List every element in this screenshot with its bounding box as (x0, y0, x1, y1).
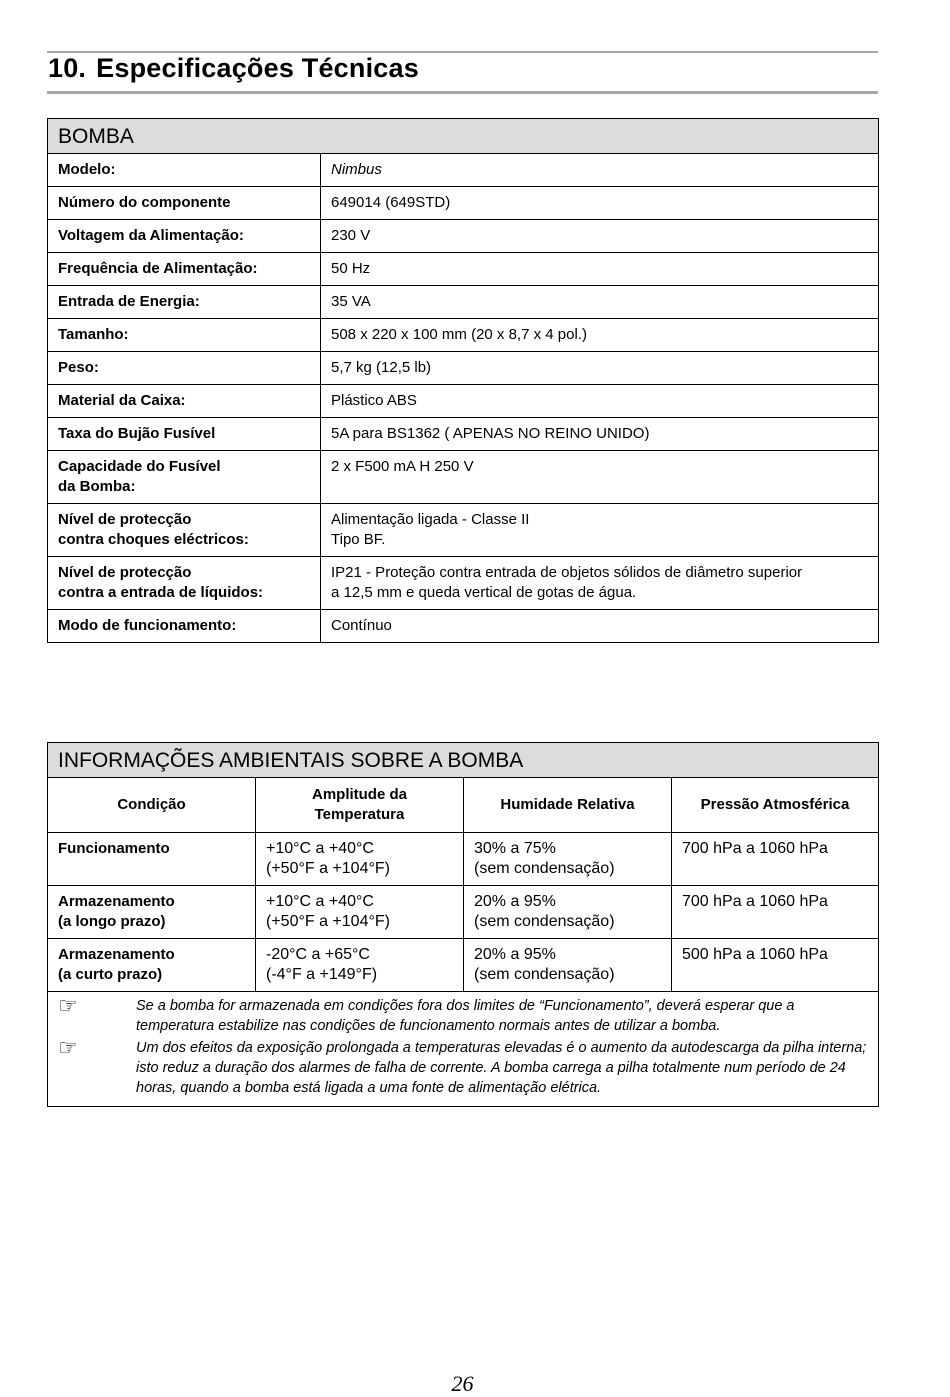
table-row (48, 385, 879, 418)
temperature-cell (256, 939, 464, 992)
column-header-line: Amplitude da (311, 786, 407, 803)
humidity-cell (464, 939, 672, 992)
page-number: 26 (451, 1371, 474, 1396)
table-row (48, 253, 879, 286)
table-row (48, 451, 879, 504)
table-row (48, 352, 879, 385)
pump-spec-table (47, 118, 879, 643)
humidity-line: 20% a 95% (474, 946, 556, 963)
spec-value (321, 557, 879, 610)
temperature-line: +10°C a +40°C (266, 893, 374, 910)
spec-value: 649014 (649STD) (321, 187, 879, 220)
page-heading (48, 53, 419, 84)
spec-label-line: Nível de protecção (58, 511, 192, 528)
column-header-humidity: Humidade Relativa (464, 778, 672, 833)
pressure-cell: 700 hPa a 1060 hPa (672, 886, 879, 939)
table-row (48, 886, 879, 939)
table-row (48, 557, 879, 610)
table-row (48, 220, 879, 253)
spec-value (321, 504, 879, 557)
temperature-line: (-4°F a +149°F) (266, 966, 378, 983)
temperature-line: (+50°F a +104°F) (266, 860, 390, 877)
spec-label: Material da Caixa: (48, 385, 321, 418)
column-header-temperature (256, 778, 464, 833)
condition-cell (48, 833, 256, 886)
spec-label: Peso: (48, 352, 321, 385)
spec-label-line: da Bomba: (58, 478, 136, 495)
spec-value: 5A para BS1362 ( APENAS NO REINO UNIDO) (321, 418, 879, 451)
spec-value: 50 Hz (321, 253, 879, 286)
table-row (48, 939, 879, 992)
spec-label-line: Capacidade do Fusível (58, 458, 221, 475)
temperature-line: (+50°F a +104°F) (266, 913, 390, 930)
spec-label: Tamanho: (48, 319, 321, 352)
column-header-pressure: Pressão Atmosférica (672, 778, 879, 833)
humidity-line: 30% a 75% (474, 840, 556, 857)
spec-label: Modo de funcionamento: (48, 610, 321, 643)
humidity-line: (sem condensação) (474, 913, 615, 930)
pointing-hand-icon: ☞ (58, 1035, 78, 1060)
note-text: Um dos efeitos da exposição prolongada a temperaturas elevadas é o aumento da autodescarga da pilha interna; isto reduz a duração dos alarmes de falha de corrente. A bomba carrega a pilha totalmente num período de 24 horas, quando a bomba está ligada a uma fonte de alimentação elétrica. (136, 1040, 867, 1096)
note-text: Se a bomba for armazenada em condições fora dos limites de “Funcionamento”, deverá esperar que a temperatura estabilize nas condições de funcionamento normais antes de utilizar a bomba. (136, 998, 795, 1034)
spec-value: 2 x F500 mA H 250 V (321, 451, 879, 504)
spec-value: Contínuo (321, 610, 879, 643)
condition-cell (48, 939, 256, 992)
pressure-cell: 500 hPa a 1060 hPa (672, 939, 879, 992)
spec-value: Nimbus (321, 154, 879, 187)
heading-underline (47, 91, 878, 94)
temperature-cell (256, 833, 464, 886)
note (56, 993, 870, 1036)
table-row (48, 187, 879, 220)
spec-value: Plástico ABS (321, 385, 879, 418)
table-row (48, 833, 879, 886)
notes-cell (48, 992, 879, 1107)
condition-line: Funcionamento (58, 840, 170, 857)
spec-value-line: Alimentação ligada - Classe II (331, 511, 530, 528)
notes-row (48, 992, 879, 1107)
table-row (48, 154, 879, 187)
spec-label-line: contra a entrada de líquidos: (58, 584, 264, 601)
condition-line: Armazenamento (58, 946, 175, 963)
temperature-cell (256, 886, 464, 939)
pump-table-title: BOMBA (48, 119, 879, 154)
table-row (48, 319, 879, 352)
table-row (48, 286, 879, 319)
humidity-cell (464, 833, 672, 886)
spec-value: 35 VA (321, 286, 879, 319)
section-number: 10. (48, 53, 87, 83)
spec-value-line: a 12,5 mm e queda vertical de gotas de água. (331, 584, 637, 601)
pressure-cell: 700 hPa a 1060 hPa (672, 833, 879, 886)
env-table-title: INFORMAÇÕES AMBIENTAIS SOBRE A BOMBA (48, 743, 879, 778)
table-header-row (48, 778, 879, 833)
spec-label-line: Nível de protecção (58, 564, 192, 581)
spec-value-line: Tipo BF. (331, 531, 386, 548)
column-header-line: Temperatura (314, 806, 405, 823)
humidity-line: 20% a 95% (474, 893, 556, 910)
humidity-line: (sem condensação) (474, 966, 615, 983)
spec-label: Frequência de Alimentação: (48, 253, 321, 286)
humidity-line: (sem condensação) (474, 860, 615, 877)
spec-value: 508 x 220 x 100 mm (20 x 8,7 x 4 pol.) (321, 319, 879, 352)
spec-value-line: IP21 - Proteção contra entrada de objetos sólidos de diâmetro superior (331, 564, 803, 581)
environment-table (47, 742, 879, 1107)
table-row (48, 504, 879, 557)
table-row (48, 610, 879, 643)
temperature-line: -20°C a +65°C (266, 946, 370, 963)
section-title: Especificações Técnicas (96, 53, 419, 83)
spec-label: Entrada de Energia: (48, 286, 321, 319)
pointing-hand-icon: ☞ (58, 993, 78, 1018)
condition-cell (48, 886, 256, 939)
spec-label: Modelo: (48, 154, 321, 187)
spec-value: 230 V (321, 220, 879, 253)
column-header-condition: Condição (48, 778, 256, 833)
spec-label (48, 557, 321, 610)
condition-line: Armazenamento (58, 893, 175, 910)
spec-label: Voltagem da Alimentação: (48, 220, 321, 253)
note (56, 1035, 870, 1098)
spec-label-line: contra choques eléctricos: (58, 531, 249, 548)
humidity-cell (464, 886, 672, 939)
table-row (48, 418, 879, 451)
condition-line: (a curto prazo) (58, 966, 163, 983)
spec-value: 5,7 kg (12,5 lb) (321, 352, 879, 385)
spec-label: Número do componente (48, 187, 321, 220)
condition-line: (a longo prazo) (58, 913, 166, 930)
spec-label (48, 451, 321, 504)
spec-label (48, 504, 321, 557)
spec-label: Taxa do Bujão Fusível (48, 418, 321, 451)
temperature-line: +10°C a +40°C (266, 840, 374, 857)
